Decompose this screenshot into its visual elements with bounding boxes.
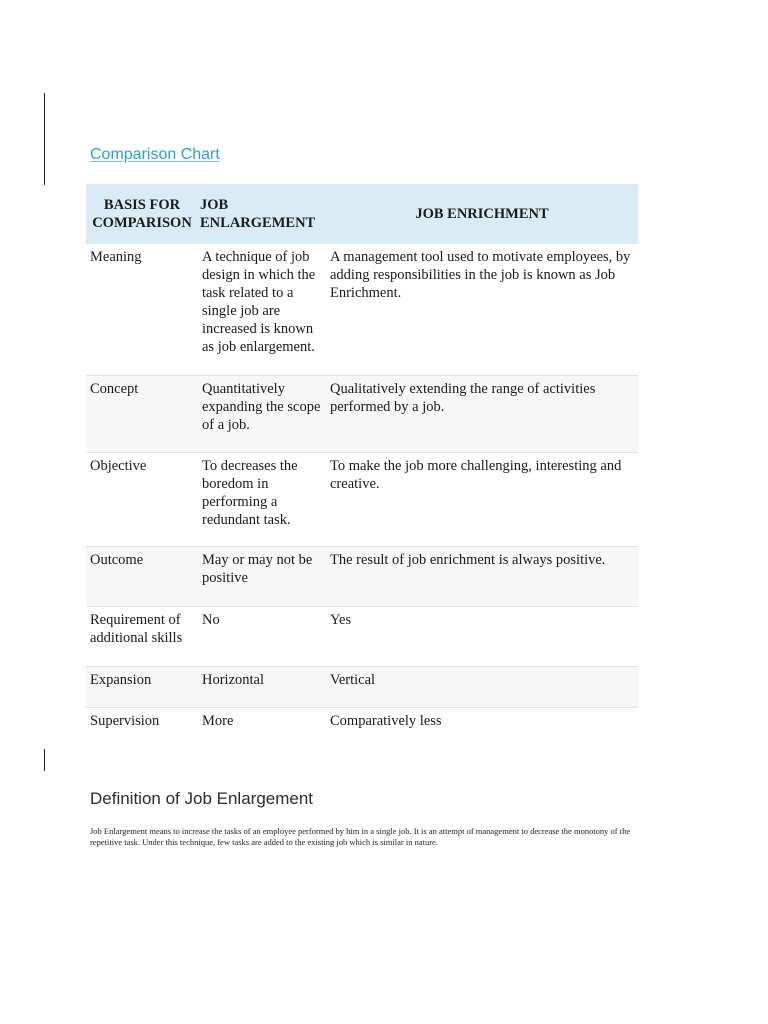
header-job-enlargement: JOB ENLARGEMENT	[198, 184, 326, 244]
table-cell: A technique of job design in which the task related to a single job are increased is known as job enlargement.	[202, 249, 316, 355]
comparison-table	[86, 184, 638, 747]
table-row	[86, 666, 638, 707]
table-header-row	[86, 184, 638, 244]
table-row	[86, 707, 638, 747]
table-row	[86, 244, 638, 375]
table-cell: A management tool used to motivate employees, by adding responsibilities in the job is known as Job Enrichment.	[330, 249, 631, 301]
table-cell: Expansion	[86, 666, 198, 707]
section-heading: Definition of Job Enlargement	[90, 789, 314, 808]
header-basis: BASIS FOR COMPARISON	[86, 184, 198, 244]
text-cursor-bar	[44, 93, 45, 185]
table-cell: Quantitatively expanding the scope of a job.	[198, 375, 326, 452]
table-cell: Comparatively less	[326, 707, 638, 747]
header-job-enrichment: JOB ENRICHMENT	[326, 184, 638, 244]
table-row	[86, 546, 638, 606]
table-cell: The result of job enrichment is always positive.	[326, 546, 638, 606]
table-cell: Horizontal	[198, 666, 326, 707]
table-cell: Yes	[326, 606, 638, 666]
table-cell: Meaning	[90, 249, 142, 265]
table-cell: Supervision	[86, 707, 198, 747]
table-cell: Requirement of additional skills	[86, 606, 198, 666]
table-cell: Concept	[86, 375, 198, 452]
body-paragraph: Job Enlargement means to increase the tasks of an employee performed by him in a single job. It is an attempt of management to decrease the monotony of the repetitive task. Under this technique, few tasks are added to the existing job which is similar in nature.	[90, 826, 631, 847]
text-cursor-bar	[44, 749, 45, 771]
table-cell: Qualitatively extending the range of activities performed by a job.	[326, 375, 638, 452]
table-cell: To decreases the boredom in performing a redundant task.	[198, 452, 326, 546]
table-cell: May or may not be positive	[198, 546, 326, 606]
table-cell: To make the job more challenging, interesting and creative.	[326, 452, 638, 546]
table-cell: Objective	[86, 452, 198, 546]
table-cell: Outcome	[86, 546, 198, 606]
table-row	[86, 375, 638, 452]
table-cell: More	[198, 707, 326, 747]
table-row	[86, 606, 638, 666]
table-cell: Vertical	[326, 666, 638, 707]
comparison-chart-link[interactable]: Comparison Chart	[90, 146, 220, 163]
table-cell: No	[198, 606, 326, 666]
table-row	[86, 452, 638, 546]
